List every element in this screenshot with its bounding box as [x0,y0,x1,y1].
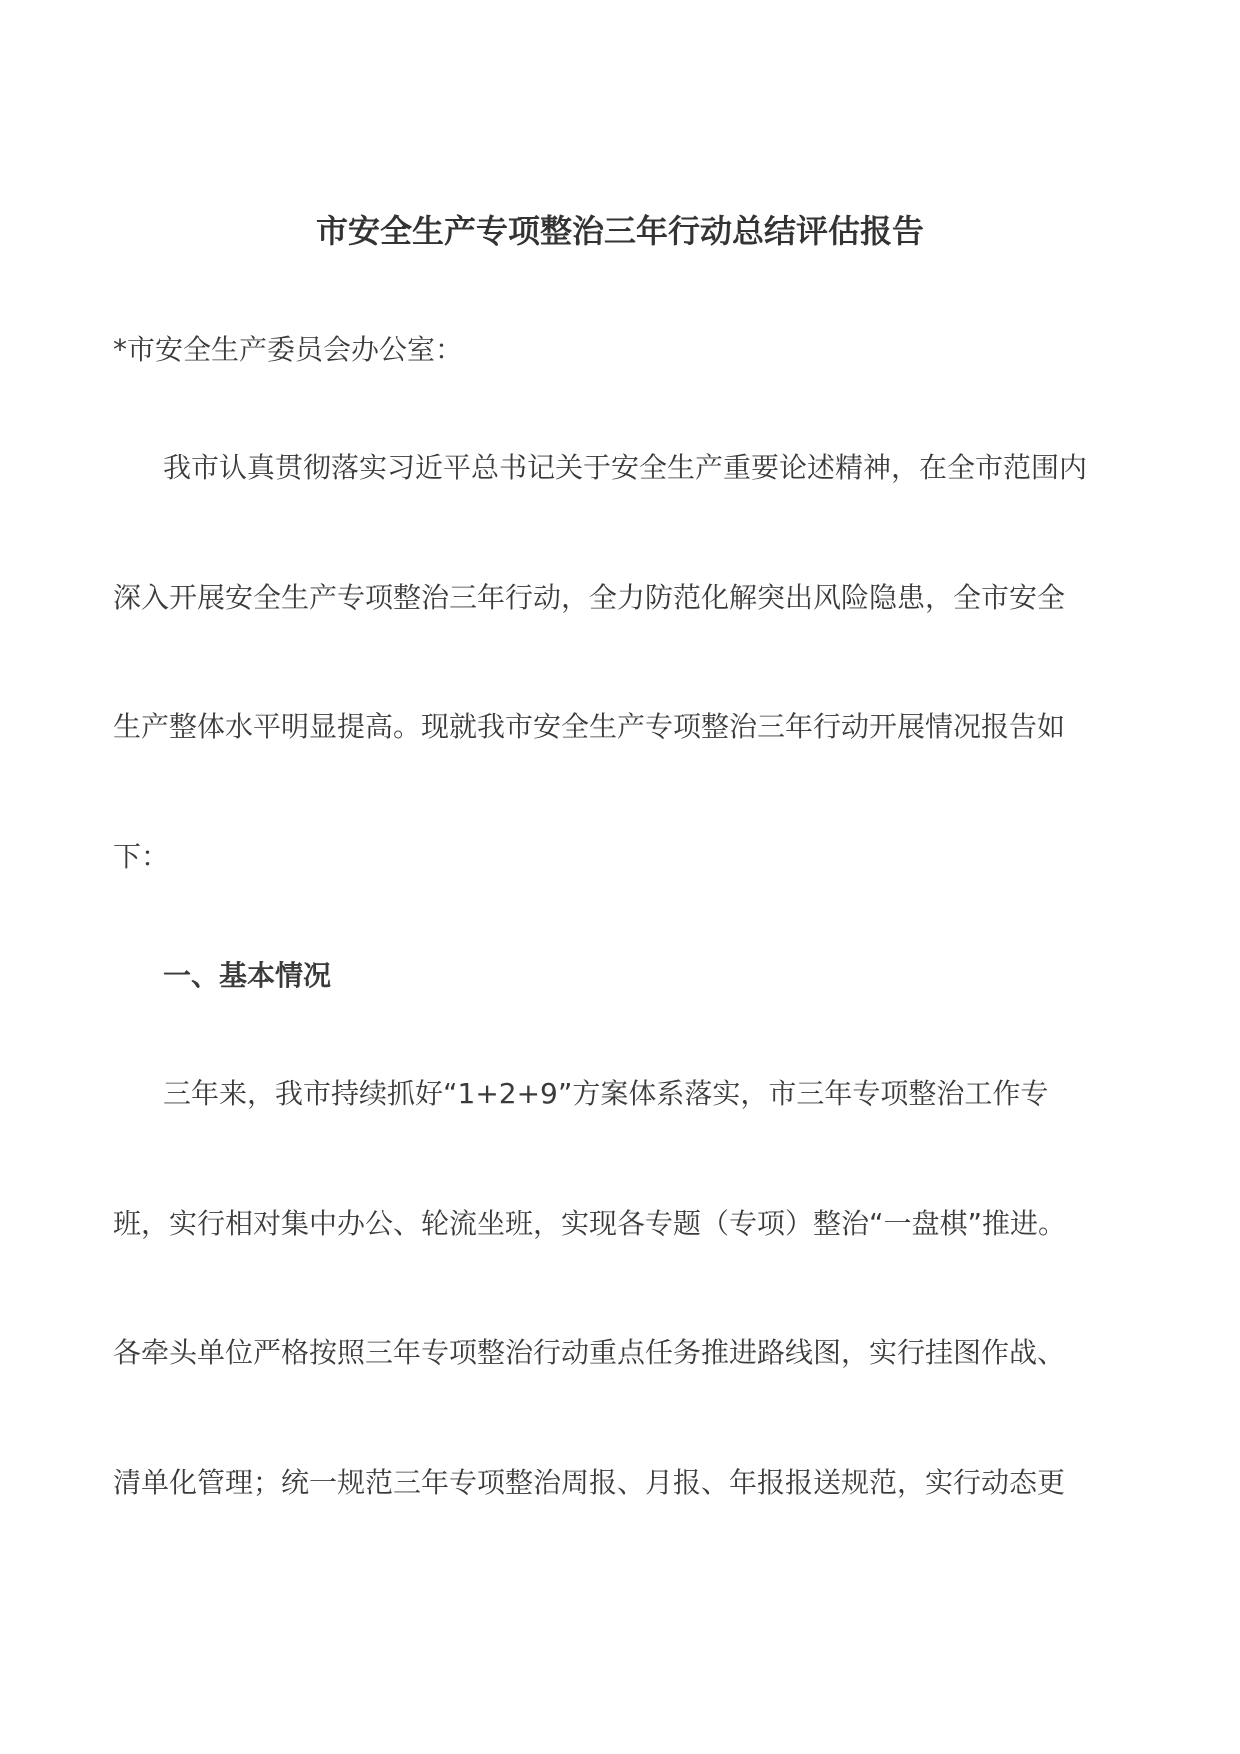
body-line-1: 三年来，我市持续抓好“1+2+9”方案体系落实，市三年专项整治工作专 [163,1077,1049,1110]
intro-line-3: 生产整体水平明显提高。现就我市安全生产专项整治三年行动开展情况报告如 [113,710,1066,743]
intro-line-2: 深入开展安全生产专项整治三年行动，全力防范化解突出风险隐患，全市安全 [113,581,1066,614]
intro-line-4: 下： [113,840,170,873]
body-line-2: 班，实行相对集中办公、轮流坐班，实现各专题（专项）整治“一盘棋”推进。 [113,1207,1067,1240]
intro-line-1: 我市认真贯彻落实习近平总书记关于安全生产重要论述精神，在全市范围内 [163,451,1088,484]
body-line-3: 各牵头单位严格按照三年专项整治行动重点任务推进路线图，实行挂图作战、 [113,1336,1066,1369]
document-title: 市安全生产专项整治三年行动总结评估报告 [315,212,924,250]
body-line-4: 清单化管理；统一规范三年专项整治周报、月报、年报报送规范，实行动态更 [113,1466,1066,1499]
section-heading: 一、基本情况 [163,959,332,992]
addressee: *市安全生产委员会办公室： [113,333,464,366]
